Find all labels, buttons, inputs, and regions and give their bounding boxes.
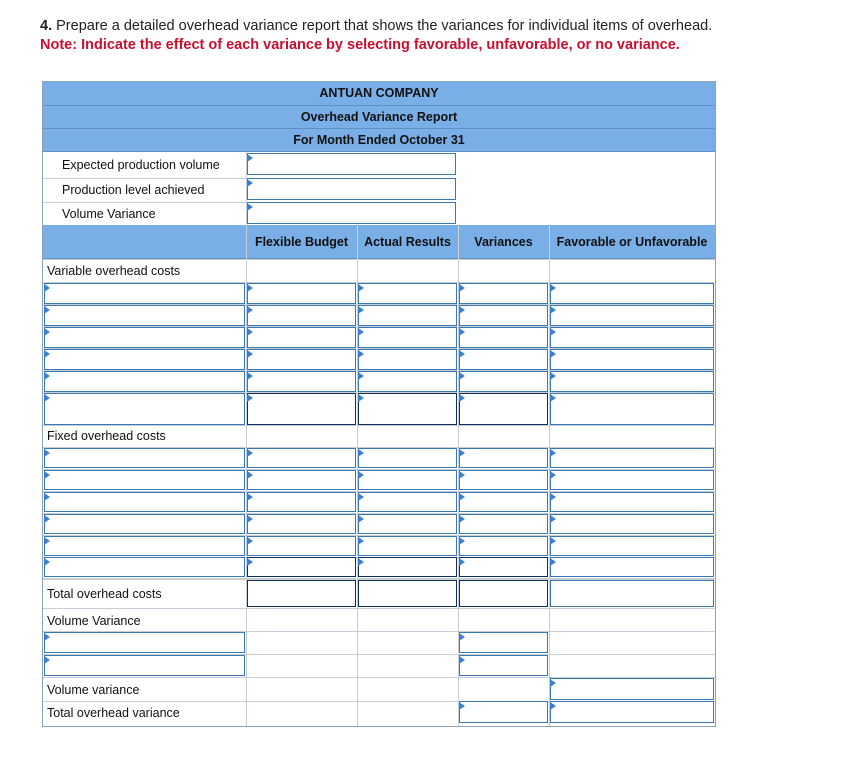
variable-row-4-col-3[interactable] <box>358 349 457 370</box>
dropdown-indicator-icon <box>358 449 364 457</box>
variable-row-2-col-4[interactable] <box>459 305 548 326</box>
report-company: ANTUAN COMPANY <box>43 82 715 106</box>
dropdown-indicator-icon <box>550 515 556 523</box>
fixed-row-1-col-4[interactable] <box>459 448 548 468</box>
volume-variance-desc-1[interactable] <box>44 632 245 653</box>
dropdown-indicator-icon <box>550 449 556 457</box>
variable-row-6-col-2[interactable] <box>247 393 356 425</box>
dropdown-indicator-icon <box>550 350 556 358</box>
dropdown-indicator-icon <box>247 449 253 457</box>
dropdown-indicator-icon <box>550 493 556 501</box>
fixed-row-6-col-1[interactable] <box>44 557 245 577</box>
volume-variance-label: Volume Variance <box>62 207 156 221</box>
volume-variance-amount-2[interactable] <box>459 655 548 676</box>
variable-row-5-col-1[interactable] <box>44 371 245 392</box>
fixed-row-3-col-5[interactable] <box>550 492 714 512</box>
variable-row-1-col-2[interactable] <box>247 283 356 304</box>
achieved-volume-label: Production level achieved <box>62 183 205 197</box>
variable-overhead-heading: Variable overhead costs <box>47 264 181 278</box>
variable-row-2-col-1[interactable] <box>44 305 245 326</box>
variable-row-4-col-2[interactable] <box>247 349 356 370</box>
fixed-row-5-col-2[interactable] <box>247 536 356 556</box>
fixed-row-4-col-2[interactable] <box>247 514 356 534</box>
total-overhead-col-4[interactable] <box>459 580 548 607</box>
overhead-variance-worksheet <box>42 81 716 727</box>
dropdown-indicator-icon <box>247 203 253 211</box>
fixed-row-2-col-4[interactable] <box>459 470 548 490</box>
report-title: Overhead Variance Report <box>43 106 715 129</box>
col-variances: Variances <box>474 235 533 249</box>
dropdown-indicator-icon <box>358 471 364 479</box>
volume-variance-input[interactable] <box>247 202 456 224</box>
volume-variance-row-label: Volume variance <box>47 683 140 697</box>
fixed-row-6-col-4[interactable] <box>459 557 548 577</box>
fixed-row-4-col-1[interactable] <box>44 514 245 534</box>
dropdown-indicator-icon <box>358 372 364 380</box>
volume-variance-desc-2[interactable] <box>44 655 245 676</box>
dropdown-indicator-icon <box>44 394 50 402</box>
dropdown-indicator-icon <box>247 350 253 358</box>
variable-row-4-col-5[interactable] <box>550 349 714 370</box>
variable-row-1-col-5[interactable] <box>550 283 714 304</box>
dropdown-indicator-icon <box>358 328 364 336</box>
dropdown-indicator-icon <box>44 558 50 566</box>
dropdown-indicator-icon <box>459 372 465 380</box>
fixed-row-6-col-5[interactable] <box>550 557 714 577</box>
fixed-row-2-col-1[interactable] <box>44 470 245 490</box>
variable-row-5-col-4[interactable] <box>459 371 548 392</box>
dropdown-indicator-icon <box>247 372 253 380</box>
dropdown-indicator-icon <box>550 558 556 566</box>
variable-row-5-col-3[interactable] <box>358 371 457 392</box>
variable-row-6-col-5[interactable] <box>550 393 714 425</box>
dropdown-indicator-icon <box>247 306 253 314</box>
variable-row-1-col-1[interactable] <box>44 283 245 304</box>
dropdown-indicator-icon <box>247 537 253 545</box>
dropdown-indicator-icon <box>550 284 556 292</box>
variable-row-6-col-1[interactable] <box>44 393 245 425</box>
dropdown-indicator-icon <box>44 633 50 641</box>
question-number: 4. <box>40 18 53 34</box>
variable-row-3-col-5[interactable] <box>550 327 714 348</box>
dropdown-indicator-icon <box>358 558 364 566</box>
fixed-row-3-col-3[interactable] <box>358 492 457 512</box>
dropdown-indicator-icon <box>44 449 50 457</box>
fixed-row-5-col-4[interactable] <box>459 536 548 556</box>
question-body: Prepare a detailed overhead variance report that shows the variances for individual items of overhead. <box>56 18 713 34</box>
total-variance-favorable[interactable] <box>550 701 714 723</box>
dropdown-indicator-icon <box>44 493 50 501</box>
fixed-row-1-col-1[interactable] <box>44 448 245 468</box>
total-overhead-col-5[interactable] <box>550 580 714 607</box>
fixed-row-6-col-2[interactable] <box>247 557 356 577</box>
achieved-volume-input[interactable] <box>247 178 456 200</box>
dropdown-indicator-icon <box>44 372 50 380</box>
variable-row-3-col-1[interactable] <box>44 327 245 348</box>
dropdown-indicator-icon <box>44 284 50 292</box>
col-flexible-budget: Flexible Budget <box>254 235 349 249</box>
total-variance-amount[interactable] <box>459 701 548 723</box>
fixed-row-4-col-5[interactable] <box>550 514 714 534</box>
expected-volume-input[interactable] <box>247 153 456 175</box>
dropdown-indicator-icon <box>44 328 50 336</box>
total-overhead-col-3[interactable] <box>358 580 457 607</box>
col-favorable-unfavorable: Favorable or Unfavorable <box>556 235 708 249</box>
variable-row-3-col-4[interactable] <box>459 327 548 348</box>
expected-volume-label: Expected production volume <box>62 158 220 172</box>
dropdown-indicator-icon <box>358 350 364 358</box>
volume-variance-amount-1[interactable] <box>459 632 548 653</box>
dropdown-indicator-icon <box>358 537 364 545</box>
fixed-row-3-col-2[interactable] <box>247 492 356 512</box>
fixed-row-1-col-2[interactable] <box>247 448 356 468</box>
dropdown-indicator-icon <box>550 702 556 710</box>
dropdown-indicator-icon <box>459 471 465 479</box>
col-actual-results: Actual Results <box>364 235 451 249</box>
dropdown-indicator-icon <box>44 656 50 664</box>
variable-row-2-col-3[interactable] <box>358 305 457 326</box>
dropdown-indicator-icon <box>44 350 50 358</box>
report-period: For Month Ended October 31 <box>43 129 715 152</box>
dropdown-indicator-icon <box>44 471 50 479</box>
dropdown-indicator-icon <box>358 515 364 523</box>
dropdown-indicator-icon <box>550 471 556 479</box>
dropdown-indicator-icon <box>550 394 556 402</box>
dropdown-indicator-icon <box>550 306 556 314</box>
dropdown-indicator-icon <box>358 493 364 501</box>
dropdown-indicator-icon <box>459 558 465 566</box>
volume-variance-heading: Volume Variance <box>47 614 141 628</box>
dropdown-indicator-icon <box>459 537 465 545</box>
fixed-row-2-col-3[interactable] <box>358 470 457 490</box>
question-text <box>40 17 712 55</box>
dropdown-indicator-icon <box>247 471 253 479</box>
variable-row-3-col-3[interactable] <box>358 327 457 348</box>
dropdown-indicator-icon <box>459 284 465 292</box>
dropdown-indicator-icon <box>459 633 465 641</box>
dropdown-indicator-icon <box>459 656 465 664</box>
dropdown-indicator-icon <box>247 515 253 523</box>
dropdown-indicator-icon <box>247 394 253 402</box>
dropdown-indicator-icon <box>459 350 465 358</box>
variable-row-6-col-3[interactable] <box>358 393 457 425</box>
dropdown-indicator-icon <box>459 493 465 501</box>
dropdown-indicator-icon <box>44 515 50 523</box>
dropdown-indicator-icon <box>459 306 465 314</box>
dropdown-indicator-icon <box>358 394 364 402</box>
dropdown-indicator-icon <box>247 154 253 162</box>
dropdown-indicator-icon <box>550 537 556 545</box>
fixed-row-5-col-3[interactable] <box>358 536 457 556</box>
dropdown-indicator-icon <box>44 537 50 545</box>
variable-row-5-col-2[interactable] <box>247 371 356 392</box>
total-overhead-col-2[interactable] <box>247 580 356 607</box>
total-variance-label: Total overhead variance <box>47 706 180 720</box>
fixed-row-5-col-5[interactable] <box>550 536 714 556</box>
dropdown-indicator-icon <box>459 328 465 336</box>
volume-variance-favorable[interactable] <box>550 678 714 700</box>
total-overhead-label: Total overhead costs <box>47 587 162 601</box>
variable-row-3-col-2[interactable] <box>247 327 356 348</box>
variable-row-5-col-5[interactable] <box>550 371 714 392</box>
fixed-row-4-col-3[interactable] <box>358 514 457 534</box>
dropdown-indicator-icon <box>247 284 253 292</box>
variable-row-4-col-4[interactable] <box>459 349 548 370</box>
fixed-row-1-col-5[interactable] <box>550 448 714 468</box>
dropdown-indicator-icon <box>550 372 556 380</box>
dropdown-indicator-icon <box>247 179 253 187</box>
dropdown-indicator-icon <box>247 328 253 336</box>
variable-row-1-col-4[interactable] <box>459 283 548 304</box>
question-note: Note: Indicate the effect of each variance by selecting favorable, unfavorable, or no variance. <box>40 37 680 53</box>
dropdown-indicator-icon <box>459 702 465 710</box>
fixed-row-4-col-4[interactable] <box>459 514 548 534</box>
dropdown-indicator-icon <box>459 449 465 457</box>
dropdown-indicator-icon <box>247 558 253 566</box>
dropdown-indicator-icon <box>247 493 253 501</box>
variable-row-1-col-3[interactable] <box>358 283 457 304</box>
dropdown-indicator-icon <box>44 306 50 314</box>
fixed-row-3-col-1[interactable] <box>44 492 245 512</box>
fixed-overhead-heading: Fixed overhead costs <box>47 429 166 443</box>
fixed-row-2-col-5[interactable] <box>550 470 714 490</box>
variable-row-4-col-1[interactable] <box>44 349 245 370</box>
variable-row-6-col-4[interactable] <box>459 393 548 425</box>
variable-row-2-col-5[interactable] <box>550 305 714 326</box>
dropdown-indicator-icon <box>358 306 364 314</box>
fixed-row-5-col-1[interactable] <box>44 536 245 556</box>
fixed-row-6-col-3[interactable] <box>358 557 457 577</box>
fixed-row-3-col-4[interactable] <box>459 492 548 512</box>
dropdown-indicator-icon <box>550 328 556 336</box>
fixed-row-1-col-3[interactable] <box>358 448 457 468</box>
dropdown-indicator-icon <box>459 394 465 402</box>
dropdown-indicator-icon <box>358 284 364 292</box>
variable-row-2-col-2[interactable] <box>247 305 356 326</box>
dropdown-indicator-icon <box>550 679 556 687</box>
dropdown-indicator-icon <box>459 515 465 523</box>
fixed-row-2-col-2[interactable] <box>247 470 356 490</box>
